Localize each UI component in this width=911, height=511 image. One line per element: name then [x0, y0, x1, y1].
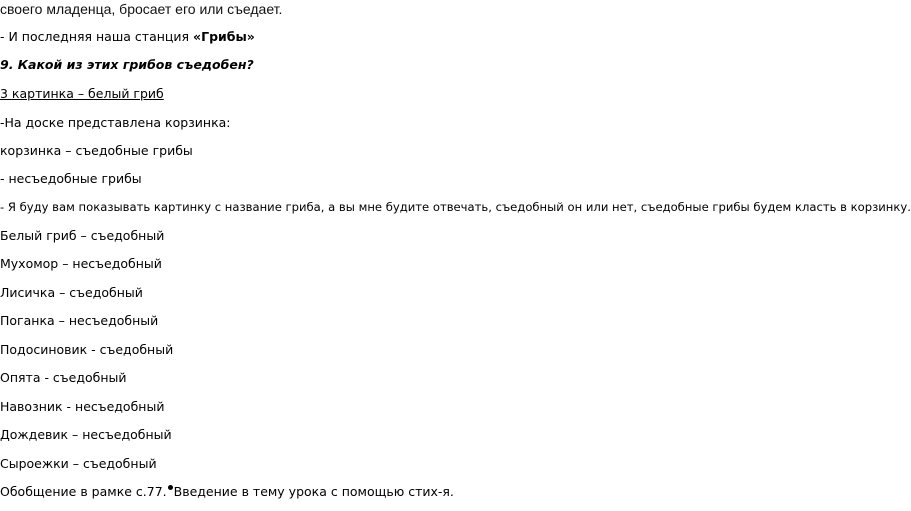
text-line: корзинка – съедобные грибы	[0, 143, 193, 158]
mushroom-item: Поганка – несъедобный	[0, 313, 159, 328]
mushroom-item: Белый гриб – съедобный	[0, 228, 165, 243]
mushroom-item: Лисичка – съедобный	[0, 285, 143, 300]
station-name: «Грибы»	[193, 29, 255, 44]
summary-line	[0, 484, 454, 500]
text-line-station	[0, 29, 255, 45]
bullet-icon	[168, 485, 173, 490]
text-line: -На доске представлена корзинка:	[0, 115, 231, 130]
text-line: своего младенца, бросает его или съедает.	[0, 1, 283, 17]
question-heading: 9. Какой из этих грибов съедобен?	[0, 57, 254, 72]
answer-line: 3 картинка – белый гриб	[0, 86, 164, 101]
mushroom-item: Мухомор – несъедобный	[0, 256, 162, 271]
mushroom-item: Опята - съедобный	[0, 370, 127, 385]
intro-text: Введение в тему урока с помощью стих-я.	[173, 484, 454, 499]
summary-text: Обобщение в рамке с.77.	[0, 484, 167, 499]
mushroom-item: Навозник - несъедобный	[0, 399, 165, 414]
instruction-line: - Я буду вам показывать картинку с название гриба, а вы мне будите отвечать, съедобный он или нет, съедобные грибы будем класть в корзинку.	[0, 200, 911, 214]
mushroom-item: Сыроежки – съедобный	[0, 456, 157, 471]
station-intro: - И последняя наша станция	[0, 29, 194, 44]
mushroom-item: Дождевик – несъедобный	[0, 427, 172, 442]
text-line: - несъедобные грибы	[0, 171, 142, 186]
mushroom-item: Подосиновик - съедобный	[0, 342, 174, 357]
